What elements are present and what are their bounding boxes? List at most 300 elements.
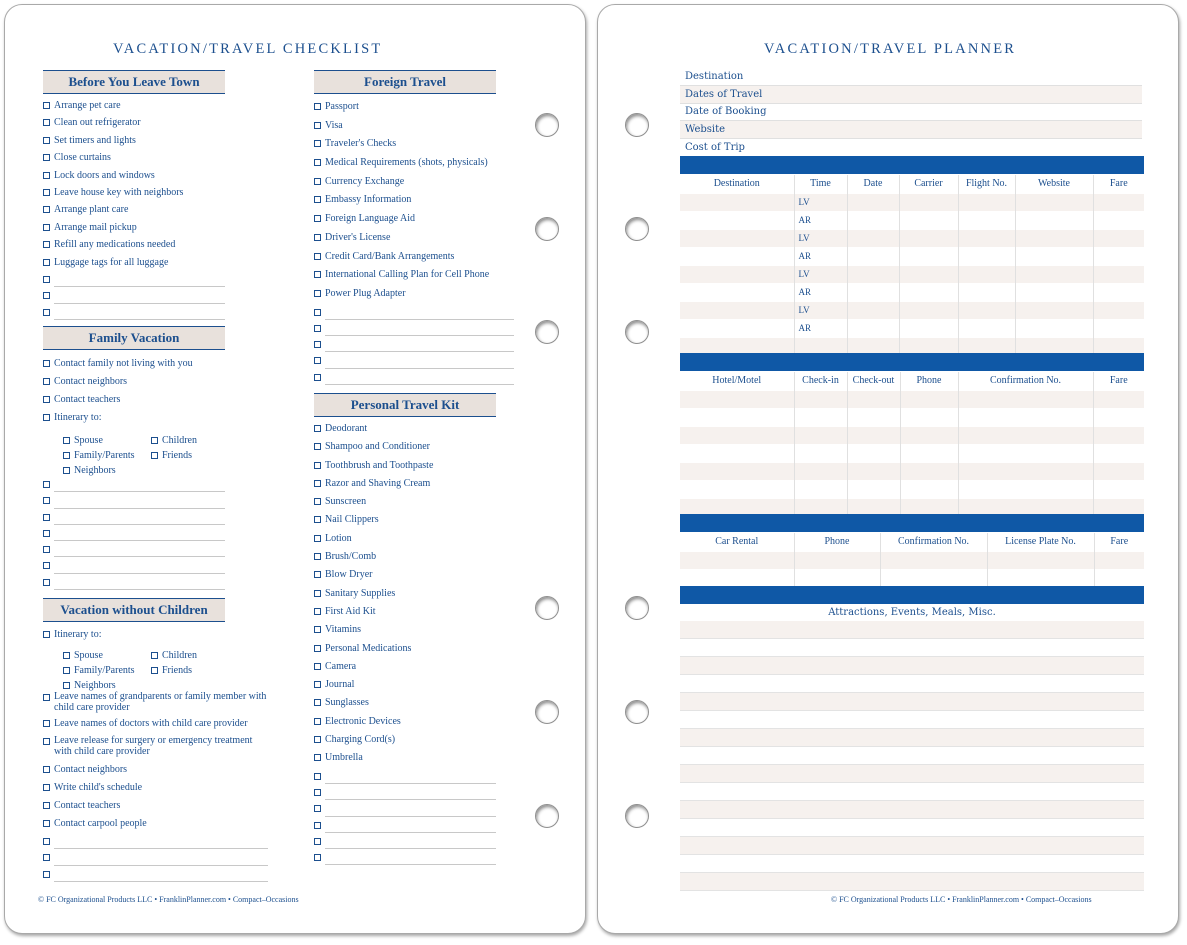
table-cell[interactable] [1094,569,1144,587]
table-cell[interactable] [1015,283,1093,301]
checkbox[interactable] [43,102,50,109]
checklist-item[interactable] [43,169,225,186]
table-cell[interactable] [847,247,899,265]
table-cell[interactable] [899,283,958,301]
table-cell[interactable] [958,247,1015,265]
table-cell[interactable]: AR [794,247,847,265]
checklist-item[interactable] [43,116,225,133]
table-cell[interactable] [680,265,794,283]
checkbox[interactable] [314,553,321,560]
checkbox[interactable] [43,562,50,569]
table-cell[interactable] [958,301,1015,319]
checklist-item[interactable] [314,371,514,387]
checklist-item[interactable] [314,100,514,119]
checklist-item[interactable] [314,287,514,306]
checkbox[interactable] [314,425,321,432]
table-cell[interactable] [900,480,958,498]
checkbox[interactable] [43,396,50,403]
checklist-item[interactable] [314,212,514,231]
table-cell[interactable] [847,390,900,408]
checkbox[interactable] [43,766,50,773]
checkbox[interactable] [43,694,50,701]
checkbox[interactable] [43,292,50,299]
checklist-item[interactable] [314,532,496,550]
checklist-item[interactable] [43,559,225,575]
table-cell[interactable] [958,444,1093,462]
blank-write-line[interactable] [325,832,496,833]
table-cell[interactable] [680,462,794,480]
table-cell[interactable] [899,211,958,229]
notes-write-line[interactable] [680,873,1144,891]
notes-write-line[interactable] [680,621,1144,639]
checkbox[interactable] [43,631,50,638]
table-cell[interactable] [847,444,900,462]
checklist-item[interactable] [43,273,225,289]
table-cell[interactable]: LV [794,265,847,283]
checkbox[interactable] [63,667,70,674]
checkbox[interactable] [63,467,70,474]
table-cell[interactable] [900,408,958,426]
checkbox[interactable] [314,645,321,652]
checkbox[interactable] [314,789,321,796]
checklist-item[interactable] [43,511,225,527]
checklist-item[interactable] [314,119,514,138]
checkbox[interactable] [43,414,50,421]
checkbox[interactable] [43,360,50,367]
checkbox[interactable] [314,516,321,523]
table-cell[interactable] [1093,480,1144,498]
checklist-item[interactable] [43,628,268,646]
checklist-sub-item[interactable] [63,649,151,662]
checklist-item[interactable] [314,550,496,568]
checklist-item[interactable] [314,819,496,835]
checklist-item[interactable] [43,478,225,494]
checkbox[interactable] [314,736,321,743]
notes-write-line[interactable] [680,639,1144,657]
checkbox[interactable] [314,325,321,332]
notes-write-line[interactable] [680,657,1144,675]
notes-write-line[interactable] [680,783,1144,801]
table-cell[interactable] [958,390,1093,408]
checklist-sub-item[interactable] [63,434,151,447]
checkbox[interactable] [43,119,50,126]
checkbox[interactable] [314,535,321,542]
checkbox[interactable] [314,309,321,316]
table-cell[interactable] [680,444,794,462]
checklist-item[interactable] [314,156,514,175]
checkbox[interactable] [43,206,50,213]
checklist-item[interactable] [43,221,225,238]
checkbox[interactable] [151,667,158,674]
notes-write-line[interactable] [680,819,1144,837]
checklist-item[interactable] [314,354,514,370]
checklist-item[interactable] [43,203,225,220]
checkbox[interactable] [151,437,158,444]
checkbox[interactable] [151,452,158,459]
table-cell[interactable] [847,193,899,211]
checklist-item[interactable] [314,175,514,194]
checklist-item[interactable] [314,338,514,354]
checklist-item[interactable] [43,851,268,867]
checkbox[interactable] [43,871,50,878]
table-cell[interactable] [680,480,794,498]
checklist-item[interactable] [314,696,496,714]
checklist-item[interactable] [314,802,496,818]
checklist-sub-item[interactable] [151,664,231,677]
checkbox[interactable] [314,608,321,615]
checklist-item[interactable] [314,495,496,513]
checklist-item[interactable] [43,134,225,151]
blank-write-line[interactable] [54,556,225,557]
checklist-item[interactable] [314,835,496,851]
table-cell[interactable] [847,211,899,229]
table-cell[interactable] [1015,319,1093,337]
table-cell[interactable] [680,390,794,408]
checkbox[interactable] [63,652,70,659]
checkbox[interactable] [314,374,321,381]
checkbox[interactable] [43,481,50,488]
blank-write-line[interactable] [54,508,225,509]
checkbox[interactable] [43,854,50,861]
notes-write-line[interactable] [680,801,1144,819]
checklist-item[interactable] [43,238,225,255]
table-cell[interactable] [958,462,1093,480]
checkbox[interactable] [43,720,50,727]
checklist-item[interactable] [314,751,496,769]
checklist-item[interactable] [314,678,496,696]
checklist-item[interactable] [314,851,496,867]
table-cell[interactable] [847,462,900,480]
checklist-sub-item[interactable] [151,649,231,662]
checkbox[interactable] [43,579,50,586]
checklist-item[interactable] [43,527,225,543]
checklist-item[interactable] [314,770,496,786]
notes-write-line[interactable] [680,711,1144,729]
table-cell[interactable] [958,193,1015,211]
table-cell[interactable]: AR [794,211,847,229]
table-cell[interactable] [958,265,1015,283]
checklist-item[interactable] [43,576,225,592]
checklist-item[interactable] [314,733,496,751]
table-cell[interactable] [680,229,794,247]
table-cell[interactable] [1093,408,1144,426]
checklist-item[interactable] [314,568,496,586]
checkbox[interactable] [43,309,50,316]
blank-write-line[interactable] [54,881,268,882]
table-cell[interactable] [899,301,958,319]
table-cell[interactable] [680,551,794,569]
table-cell[interactable] [987,569,1094,587]
checklist-item[interactable] [43,799,268,817]
notes-write-line[interactable] [680,837,1144,855]
blank-write-line[interactable] [325,384,514,385]
checklist-item[interactable] [314,459,496,477]
checkbox[interactable] [314,357,321,364]
checkbox[interactable] [43,546,50,553]
table-cell[interactable] [1093,247,1144,265]
checkbox[interactable] [43,241,50,248]
table-cell[interactable] [1093,283,1144,301]
checkbox[interactable] [314,626,321,633]
checklist-sub-item[interactable] [151,449,231,462]
table-cell[interactable] [1093,301,1144,319]
table-cell[interactable] [958,480,1093,498]
blank-write-line[interactable] [325,799,496,800]
checklist-item[interactable] [43,691,268,717]
table-cell[interactable] [1015,247,1093,265]
table-cell[interactable] [958,211,1015,229]
table-cell[interactable] [1015,193,1093,211]
table-cell[interactable] [1093,229,1144,247]
checklist-item[interactable] [314,250,514,269]
checklist-item[interactable] [314,322,514,338]
table-cell[interactable] [900,426,958,444]
blank-write-line[interactable] [325,783,496,784]
checkbox[interactable] [63,437,70,444]
checklist-item[interactable] [43,817,268,835]
table-cell[interactable] [847,301,899,319]
checkbox[interactable] [314,140,321,147]
checkbox[interactable] [43,530,50,537]
checkbox[interactable] [314,178,321,185]
blank-write-line[interactable] [54,848,268,849]
notes-write-line[interactable] [680,855,1144,873]
table-cell[interactable] [847,408,900,426]
blank-write-line[interactable] [325,864,496,865]
checkbox[interactable] [314,290,321,297]
checklist-item[interactable] [314,137,514,156]
checklist-item[interactable] [314,587,496,605]
table-cell[interactable] [1093,265,1144,283]
blank-write-line[interactable] [325,351,514,352]
blank-write-line[interactable] [325,848,496,849]
checklist-item[interactable] [43,393,225,411]
checklist-item[interactable] [314,715,496,733]
checkbox[interactable] [314,480,321,487]
checkbox[interactable] [151,652,158,659]
notes-write-line[interactable] [680,747,1144,765]
checklist-item[interactable] [43,186,225,203]
checkbox[interactable] [314,681,321,688]
blank-write-line[interactable] [54,491,225,492]
checklist-item[interactable] [43,306,225,322]
checkbox[interactable] [43,276,50,283]
table-cell[interactable] [680,211,794,229]
checkbox[interactable] [314,253,321,260]
table-cell[interactable] [1015,301,1093,319]
checkbox[interactable] [63,452,70,459]
notes-write-line[interactable] [680,765,1144,783]
table-cell[interactable] [680,408,794,426]
table-cell[interactable] [794,444,847,462]
checkbox[interactable] [43,838,50,845]
checklist-item[interactable] [43,868,268,884]
checkbox[interactable] [314,773,321,780]
table-cell[interactable] [1094,551,1144,569]
checklist-item[interactable] [314,306,514,322]
checkbox[interactable] [43,378,50,385]
checkbox[interactable] [314,159,321,166]
table-cell[interactable]: LV [794,229,847,247]
checkbox[interactable] [43,802,50,809]
checklist-item[interactable] [43,357,225,375]
table-cell[interactable]: AR [794,283,847,301]
checkbox[interactable] [314,805,321,812]
table-cell[interactable] [899,265,958,283]
checkbox[interactable] [314,822,321,829]
table-cell[interactable] [794,551,880,569]
blank-write-line[interactable] [54,286,225,287]
checkbox[interactable] [314,699,321,706]
table-cell[interactable]: LV [794,301,847,319]
checklist-item[interactable] [43,375,225,393]
table-cell[interactable] [1093,319,1144,337]
checkbox[interactable] [43,154,50,161]
checklist-item[interactable] [314,422,496,440]
table-cell[interactable]: AR [794,319,847,337]
checklist-item[interactable] [314,513,496,531]
table-cell[interactable] [900,444,958,462]
checkbox[interactable] [43,259,50,266]
table-cell[interactable] [794,480,847,498]
checkbox[interactable] [43,784,50,791]
checklist-item[interactable] [43,494,225,510]
table-cell[interactable] [680,426,794,444]
blank-write-line[interactable] [325,816,496,817]
checklist-item[interactable] [43,99,225,116]
checkbox[interactable] [314,103,321,110]
checkbox[interactable] [43,224,50,231]
table-cell[interactable] [847,319,899,337]
checkbox[interactable] [314,571,321,578]
table-cell[interactable] [1015,211,1093,229]
checkbox[interactable] [314,122,321,129]
checklist-item[interactable] [314,477,496,495]
table-cell[interactable] [680,319,794,337]
table-cell[interactable] [880,551,987,569]
table-cell[interactable] [987,551,1094,569]
table-cell[interactable] [794,408,847,426]
checklist-item[interactable] [314,268,514,287]
table-cell[interactable]: LV [794,193,847,211]
checklist-item[interactable] [314,623,496,641]
table-cell[interactable] [880,569,987,587]
checklist-item[interactable] [43,411,225,429]
checklist-sub-item[interactable] [63,449,151,462]
table-cell[interactable] [1093,444,1144,462]
checklist-item[interactable] [43,289,225,305]
blank-write-line[interactable] [54,303,225,304]
table-cell[interactable] [847,265,899,283]
checklist-item[interactable] [314,642,496,660]
table-cell[interactable] [1093,462,1144,480]
checklist-item[interactable] [314,660,496,678]
checklist-item[interactable] [43,735,268,763]
checkbox[interactable] [314,754,321,761]
checklist-item[interactable] [43,717,268,735]
checkbox[interactable] [314,718,321,725]
checkbox[interactable] [43,820,50,827]
table-cell[interactable] [958,283,1015,301]
checkbox[interactable] [314,443,321,450]
table-cell[interactable] [900,462,958,480]
checklist-item[interactable] [314,231,514,250]
checklist-item[interactable] [43,763,268,781]
table-cell[interactable] [794,569,880,587]
checkbox[interactable] [314,234,321,241]
table-cell[interactable] [680,247,794,265]
table-cell[interactable] [680,569,794,587]
table-cell[interactable] [900,390,958,408]
table-cell[interactable] [1015,229,1093,247]
checkbox[interactable] [43,514,50,521]
checklist-item[interactable] [43,835,268,851]
checklist-sub-item[interactable] [63,464,151,477]
table-cell[interactable] [847,480,900,498]
table-cell[interactable] [1093,426,1144,444]
blank-write-line[interactable] [54,524,225,525]
table-cell[interactable] [1015,265,1093,283]
table-cell[interactable] [680,193,794,211]
table-cell[interactable] [899,229,958,247]
table-cell[interactable] [680,301,794,319]
checklist-item[interactable] [43,543,225,559]
table-cell[interactable] [1093,390,1144,408]
notes-write-line[interactable] [680,729,1144,747]
checkbox[interactable] [314,271,321,278]
checkbox[interactable] [314,196,321,203]
table-cell[interactable] [958,319,1015,337]
checklist-sub-item[interactable] [63,664,151,677]
checklist-item[interactable] [314,440,496,458]
checkbox[interactable] [314,663,321,670]
table-cell[interactable] [1093,193,1144,211]
checkbox[interactable] [63,682,70,689]
table-cell[interactable] [794,426,847,444]
blank-write-line[interactable] [54,540,225,541]
notes-write-line[interactable] [680,675,1144,693]
table-cell[interactable] [847,229,899,247]
checkbox[interactable] [314,215,321,222]
table-cell[interactable] [847,426,900,444]
checklist-item[interactable] [43,256,225,273]
blank-write-line[interactable] [54,319,225,320]
blank-write-line[interactable] [54,865,268,866]
checkbox[interactable] [43,189,50,196]
table-cell[interactable] [958,426,1093,444]
table-cell[interactable] [680,283,794,301]
table-cell[interactable] [794,390,847,408]
checkbox[interactable] [43,738,50,745]
table-cell[interactable] [1093,211,1144,229]
checklist-sub-item[interactable] [151,434,231,447]
blank-write-line[interactable] [54,573,225,574]
table-cell[interactable] [899,319,958,337]
notes-write-line[interactable] [680,693,1144,711]
checkbox[interactable] [314,838,321,845]
table-cell[interactable] [847,283,899,301]
blank-write-line[interactable] [54,589,225,590]
checklist-item[interactable] [314,605,496,623]
checklist-item[interactable] [314,193,514,212]
blank-write-line[interactable] [325,319,514,320]
checklist-item[interactable] [43,151,225,168]
table-cell[interactable] [958,408,1093,426]
table-cell[interactable] [958,229,1015,247]
checkbox[interactable] [43,137,50,144]
blank-write-line[interactable] [325,368,514,369]
checkbox[interactable] [314,498,321,505]
